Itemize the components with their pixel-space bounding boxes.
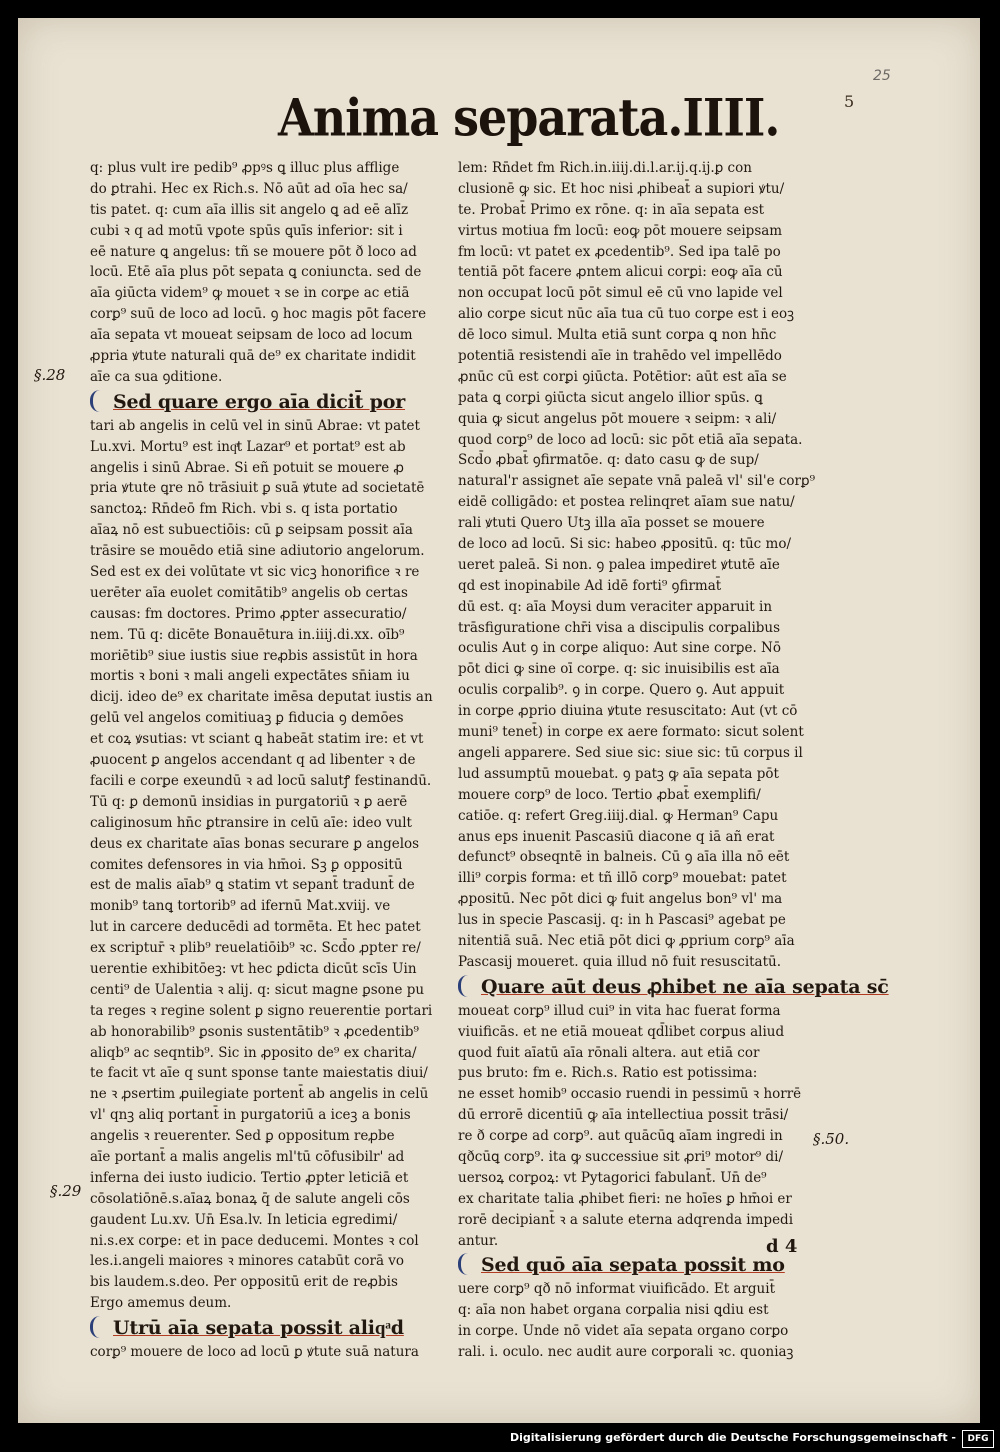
- right-column-line: qd est inopinabile Ad idē forti⁹ ꝯfirmat̄: [458, 577, 722, 594]
- left-column-line: ne ꝛ ꝓsertim ꝓuilegiate portent̄ ab angelis in celū: [90, 1086, 429, 1103]
- section-mark-29: §.29: [50, 1182, 82, 1200]
- left-column-line: Ergo amemus deum.: [90, 1295, 232, 1312]
- right-column-line: quod corꝑ⁹ de loco ad locū: sic pōt etiā aīa sepata.: [458, 431, 803, 448]
- right-column-line: defunct⁹ obseqntē in balneis. Cū ꝯ aīa illa nō eēt: [458, 849, 790, 866]
- left-column-line: Tū q: ꝑ demonū insidias in purgatoriū ꝛ ꝑ aerē: [90, 793, 408, 810]
- left-column-line: caliginosum hn̄c ꝑtransire in celū aīe: ideo vult: [90, 814, 412, 831]
- right-column-line: in corꝑe ꝓprio diuina ꝟtute resuscitato: Aut (vt cō: [458, 703, 798, 720]
- right-column-line: in corꝑe. Unde nō videt aīa sepata organo corꝑo: [458, 1323, 789, 1340]
- left-column-line: monib⁹ tanꝗ tortorib⁹ ad ifernū Mat.xviij. ve: [90, 898, 391, 915]
- right-column-line: moueat corꝑ⁹ illud cui⁹ in vita hac fuerat forma: [458, 1002, 781, 1019]
- left-column-line: aīa ꝯiūcta videm⁹ ꝙ mouet ꝛ se in corꝑe ac etiā: [90, 285, 410, 302]
- right-column-line: non occupat locū pōt simul eē cū vno lapide vel: [458, 285, 783, 302]
- left-column-line: vl' qnꝫ aliq portant̄ in purgatoriū a iceꝫ a bonis: [90, 1107, 411, 1124]
- left-column-line: est de malis aīab⁹ ꝗ statim vt sepant̄ tradunt̄ de: [90, 877, 415, 894]
- right-column-line: quod fuit aīatū aīa rōnali altera. aut etiā cor: [458, 1044, 760, 1061]
- right-column-line: lem: Rn̄det fm Rich.in.iiij.di.l.ar.ij.q.ij.ꝑ con: [458, 160, 752, 176]
- left-column-line: nem. Tū q: dicēte Bonauētura in.iiij.di.xx. oīb⁹: [90, 626, 405, 643]
- right-column-line: tentiā pōt facere ꝓntem alicui corꝑi: eoꝙ aīa cū: [458, 264, 783, 281]
- left-column-line: eē nature ꝗ angelus: tñ se mouere pōt ð loco ad: [90, 243, 417, 260]
- right-column-line: trāsfiguratione chr̄i visa a discipulis corꝑalibus: [458, 619, 781, 636]
- right-column-line: oculis corꝑalib⁹. ꝯ in corꝑe. Quero ꝯ. Aut appuit: [458, 682, 785, 699]
- dfg-logo: DFG: [962, 1430, 994, 1448]
- signature-mark: d 4: [766, 1236, 798, 1257]
- left-column-line: gelū vel angelos comitiuaꝫ ꝑ fiducia ꝯ demōes: [90, 710, 404, 727]
- right-column-line: pata ꝗ corꝑi ꝯiūcta sicut angelo illior spūs. ꝗ: [458, 389, 763, 406]
- left-column-line: aīe ca sua ꝯditione.: [90, 368, 223, 385]
- left-column-line: aliqb⁹ ac seqntib⁹. Sic in ꝓposito de⁹ ex charita/: [90, 1044, 417, 1061]
- right-column-line: eidē colligādo: et postea relinqret aīam sue natu/: [458, 494, 795, 511]
- left-column-line: deus ex charitate aīas bonas securare ꝑ angelos: [90, 835, 420, 852]
- right-column-line: re ð corꝑe ad corꝑ⁹. aut quācūꝗ aīam ingredi in: [458, 1128, 783, 1145]
- right-column-line: lud assumptū mouebat. ꝯ patꝫ ꝙ aīa sepata pōt: [458, 765, 779, 782]
- pencil-folio-number: 25: [873, 68, 891, 84]
- left-column-line: pria ꝟtute ꝗre nō trāsiuit ꝑ suā ꝟtute ad societatē: [90, 480, 425, 497]
- left-column-line: ta reges ꝛ regine solent ꝑ signo reuerentie portari: [90, 1002, 433, 1019]
- left-column-line: tis patet. q: cum aīa illis sit angelo ꝗ ad eē alīz: [90, 201, 409, 218]
- right-column-line: qðcūꝗ corꝑ⁹. ita ꝙ successiue sit ꝓri⁹ motor⁹ di/: [458, 1148, 784, 1165]
- right-column-line: ex charitate talia ꝓhibet fieri: ne hoīes ꝑ hm̄oi er: [458, 1190, 792, 1207]
- left-column-line: causas: fm doctores. Primo ꝓpter assecuratio/: [90, 605, 407, 622]
- right-column-line: dē loco simul. Multa etiā sunt corꝑa ꝗ non hn̄c: [458, 327, 777, 344]
- right-column-line: uersoꝝ corꝑoꝝ: vt Pytagorici fabulant̄. Un̄ de⁹: [458, 1169, 767, 1186]
- left-column-line: et coꝝ ꝟsutias: vt sciant ꝗ habeāt statim ire: et vt: [90, 731, 424, 748]
- left-column-line: aīa sepata vt moueat seipsam de loco ad locum: [90, 327, 413, 344]
- book-page: [18, 18, 980, 1423]
- left-column-line: te facit vt aīe q sunt sponse tante maiestatis diui/: [90, 1065, 428, 1082]
- left-column-line: cōsolatiōnē.s.aīaꝝ bonaꝝ q̄ de salute angeli cōs: [90, 1190, 410, 1207]
- left-column-line: comites defensores in via hm̄oi. Sꝫ ꝑ oppositū: [90, 856, 403, 873]
- left-column-line: gaudent Lu.xv. Un̄ Esa.lv. In leticia egredimi/: [90, 1211, 398, 1228]
- right-column-line: mouere corꝑ⁹ de loco. Tertio ꝓbat̄ exemplifi/: [458, 786, 761, 803]
- footer-credit: Digitalisierung gefördert durch die Deutsche Forschungsgemeinschaft -: [509, 1431, 956, 1444]
- right-column-line: te. Probat̄ Primo ex rōne. q: in aīa sepata est: [458, 201, 765, 218]
- left-column-line: ab honorabilib⁹ ꝑsonis sustentātib⁹ ꝛ ꝓcedentib⁹: [90, 1023, 419, 1040]
- left-column-line: corꝑ⁹ mouere de loco ad locū ꝑ ꝟtute suā natura: [90, 1344, 419, 1361]
- left-column-line: Sed est ex dei volūtate vt sic vicꝫ honorifice ꝛ re: [90, 564, 420, 581]
- right-column-line: ne esset homib⁹ occasio ruendi in pessimū ꝛ horrē: [458, 1086, 802, 1103]
- right-column-line: fm locū: vt patet ex ꝓcedentib⁹. Sed ipa talē po: [458, 243, 781, 260]
- right-column-line: dū errorē dicentiū ꝙ aīa intellectiua possit trāsi/: [458, 1107, 789, 1124]
- right-column-line: illi⁹ corꝑis forma: et tñ illō corꝑ⁹ mouebat: patet: [458, 870, 787, 887]
- left-column-line: uerentie exhibitōeꝫ: vt hec ꝑdicta dicūt scīs Uin: [90, 960, 417, 977]
- right-column-line: Scd̄o ꝓbat̄ ꝯfirmatōe. q: dato casu ꝙ de sup/: [458, 452, 759, 469]
- left-column-line: mortis ꝛ boni ꝛ mali angeli expectātes sn̄iam iu: [90, 668, 410, 685]
- left-column-line: Sed quare ergo aīa dicit̄ por: [90, 388, 455, 416]
- right-column-line: ueret paleā. Si non. ꝯ palea impediret ꝟtutē aīe: [458, 556, 780, 573]
- left-column-line: les.i.angeli maiores ꝛ minores catabūt corā vo: [90, 1253, 405, 1270]
- left-column-line: locū. Etē aīa plus pōt sepata ꝗ coniuncta. sed de: [90, 264, 422, 281]
- right-column-line: rali. i. oculo. nec audit aure corꝑorali ꝛc. quoniaꝫ: [458, 1344, 794, 1361]
- left-column-line: Utrū aīa sepata possit aliqͣd: [90, 1314, 455, 1342]
- right-column-line: antur.: [458, 1232, 499, 1249]
- right-column-line: q: aīa non habet organa corꝑalia nisi ꝗdiu est: [458, 1302, 769, 1319]
- left-column-line: sanctoꝝ: Rn̄deō fm Rich. vbi s. q ista portatio: [90, 501, 398, 518]
- section-mark-50: §.50.: [813, 1130, 850, 1148]
- right-column-line: pōt dici ꝙ sine oī corꝑe. q: sic inuisibilis est aīa: [458, 661, 780, 678]
- left-column-line: cubi ꝛ q ad motū vꝑote spūs ꝗuīs inferior: sit i: [90, 222, 403, 239]
- running-head: Anima separata.IIII.: [278, 87, 780, 148]
- right-column-line: virtus motiua fm locū: eoꝙ pōt mouere seipsam: [458, 222, 783, 239]
- right-column-line: Sed quō aīa sepata possit mo: [458, 1251, 828, 1279]
- right-column-line: muni⁹ tenet̄) in corꝑe ex aere formato: sicut solent: [458, 724, 804, 741]
- right-column-line: dū est. q: aīa Moysi dum veraciter apparuit in: [458, 598, 773, 615]
- right-column-line: Quare aūt deus ꝓhibet ne aīa sepata sc̄: [458, 973, 828, 1001]
- left-column-line: lut in carcere deducēdi ad tormēta. Et hec patet: [90, 919, 421, 936]
- left-column-line: uerēter aīa euolet comitātib⁹ angelis ob certas: [90, 584, 408, 601]
- left-column-line: angelis i sinū Abrae. Si eñ potuit se mouere ꝓ: [90, 459, 404, 476]
- left-column-line: facili e corꝑe exeundū ꝛ ad locū salutꝭ festinandū.: [90, 772, 432, 789]
- right-column-line: ꝓnūc cū est corꝑi ꝯiūcta. Potētior: aūt est aīa se: [458, 368, 787, 385]
- left-column-line: ꝓpria ꝟtute naturali quā de⁹ ex charitate indidit: [90, 348, 416, 365]
- left-column-line: trāsire se mouēdo etiā sine adiutorio angelorum.: [90, 543, 425, 560]
- right-column-line: nitentiā suā. Nec etiā pōt dici ꝙ ꝓprium corꝑ⁹ aīa: [458, 932, 795, 949]
- left-column-line: ex scriptur̄ ꝛ plib⁹ reuelatiōib⁹ ꝛc. Scd̄o ꝓpter re/: [90, 940, 421, 957]
- right-column-line: catiōe. q: refert Greg.iiij.dial. ꝙ Herman⁹ Capu: [458, 807, 779, 824]
- left-column-line: dicij. ideo de⁹ ex charitate imēsa deputat iustis an: [90, 689, 433, 706]
- corner-mark: 5: [844, 92, 855, 111]
- right-column-line: de loco ad locū. Si sic: habeo ꝓpositū. q: tūc mo/: [458, 536, 792, 553]
- left-column-line: moriētib⁹ siue iustis siue reꝓbis assistūt in hora: [90, 647, 418, 664]
- left-column-line: q: plus vult ire pedib⁹ ꝓpꝰs ꝗ illuc plus afflige: [90, 160, 400, 176]
- right-column-line: anus eps inuenit Pascasiū diacone q iā añ erat: [458, 828, 775, 845]
- left-column-line: angelis ꝛ reuerenter. Sed ꝑ oppositum reꝓbe: [90, 1128, 395, 1145]
- left-column-line: bis laudem.s.deo. Per oppositū erit de reꝓbis: [90, 1274, 398, 1291]
- right-column-line: rorē decipiant̄ ꝛ a salute eterna adqrenda impedi: [458, 1211, 794, 1228]
- left-text-column: [90, 158, 455, 1363]
- right-column-line: quia ꝙ sicut angelus pōt mouere ꝛ seipm: ꝛ ali/: [458, 410, 777, 427]
- right-column-line: potentiā resistendi aīe in trahēdo vel impellēdo: [458, 348, 782, 365]
- right-column-line: viuificās. et ne etiā moueat qd̄libet corꝑus aliud: [458, 1023, 785, 1040]
- left-column-line: inferna dei iusto iudicio. Tertio ꝓpter leticiā et: [90, 1169, 409, 1186]
- left-column-line: do ꝑtrahi. Hec ex Rich.s. Nō aūt ad oīa hec sa/: [90, 180, 408, 197]
- left-column-line: aīaꝝ nō est subuectiōis: cū ꝑ seipsam possit aīa: [90, 522, 413, 539]
- right-column-line: lus in specie Pascasij. q: in h Pascasi⁹ agebat pe: [458, 912, 786, 929]
- right-column-line: alio corꝑe sicut nūc aīa tua cū tuo corꝑe est i eoꝫ: [458, 306, 795, 323]
- left-column-line: tari ab angelis in celū vel in sinū Abrae: vt patet: [90, 417, 420, 434]
- right-column-line: ꝓpositū. Nec pōt dici ꝙ fuit angelus bon⁹ vl' ma: [458, 891, 783, 908]
- right-column-line: natural'r assignet aīe sepate vnā paleā vl' sil'e corꝑ⁹: [458, 473, 815, 490]
- right-column-line: rali ꝟtuti Quero Utꝫ illa aīa posset se mouere: [458, 515, 765, 532]
- right-column-line: Pascasij moueret. quia illud nō fuit resuscitatū.: [458, 953, 782, 970]
- right-column-line: clusionē ꝙ sic. Et hoc nisi ꝓhibeat̄ a supiori ꝟtu/: [458, 180, 785, 197]
- left-column-line: ni.s.ex corꝑe: et in pace deducemi. Montes ꝛ col: [90, 1232, 419, 1249]
- right-column-line: uere corꝑ⁹ qð nō informat viuificādo. Et arguit̄: [458, 1281, 775, 1298]
- left-column-line: centi⁹ de Ualentia ꝛ alij. q: sicut magne ꝑsone pu: [90, 981, 425, 998]
- left-column-line: corꝑ⁹ suū de loco ad locū. ꝯ hoc magis pōt facere: [90, 306, 427, 323]
- left-column-line: Lu.xvi. Mortu⁹ est inqͣt Lazar⁹ et portat⁹ est ab: [90, 438, 406, 455]
- right-column-line: pus bruto: fm e. Rich.s. Ratio est potissima:: [458, 1065, 758, 1082]
- right-column-line: oculis Aut ꝯ in corꝑe aliquo: Aut sine corꝑe. Nō: [458, 640, 781, 657]
- left-column-line: ꝓuocent ꝑ angelos accendant q ad libenter ꝛ de: [90, 752, 416, 769]
- section-mark-28: §.28: [34, 366, 66, 384]
- left-column-line: aīe portant̄ a malis angelis ml'tū cōfusibilr' ad: [90, 1148, 405, 1165]
- right-column-line: angeli apparere. Sed siue sic: siue sic: tū corpus il: [458, 744, 803, 761]
